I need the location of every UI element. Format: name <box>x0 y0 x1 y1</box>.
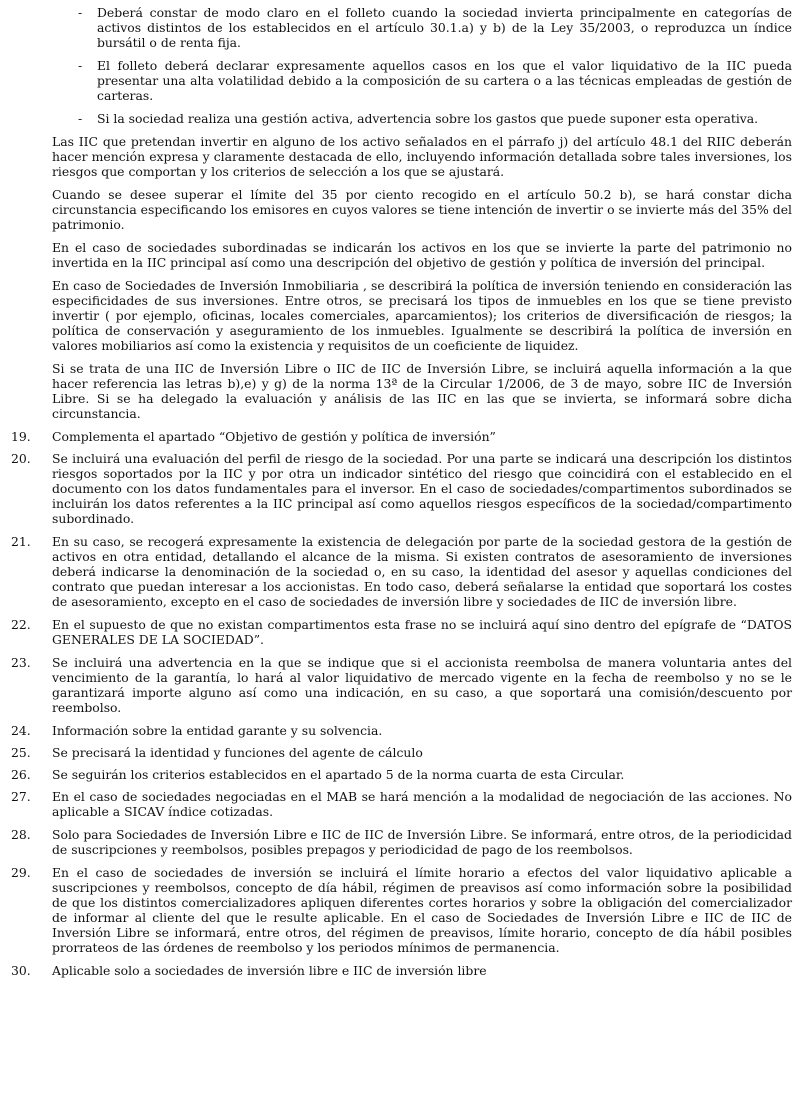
footnote-item <box>11 865 792 955</box>
paragraph: Las IIC que pretendan invertir en alguno de los activo señalados en el párrafo j) del artículo 48.1 del RIIC deberán hacer mención expresa y claramente destacada de ello, incluyendo información detallada sobre tales inversiones, los riesgos que comportan y los criterios de selección a los que se ajustará. <box>52 134 792 179</box>
bullet-item <box>11 58 792 103</box>
footnote-text: En el supuesto de que no existan compartimentos esta frase no se incluirá aquí sino dentro del epígrafe de “DATOS GENERALES DE LA SOCIEDAD”. <box>52 617 792 647</box>
footnote-text: Se incluirá una evaluación del perfil de riesgo de la sociedad. Por una parte se indicará una descripción los distintos riesgos soportados por la IIC y por otra un indicador sintético del riesgo que coincidirá con el establecido en el documento con los datos fundamentales para el inversor. En el caso de sociedades/compartimentos subordinados se incluirán los datos referentes a la IIC principal así como aquellos riesgos específicos de la sociedad/compartimento subordinado. <box>52 451 792 526</box>
footnote-number: 22. <box>11 617 31 632</box>
paragraph: En caso de Sociedades de Inversión Inmobiliaria , se describirá la política de inversión teniendo en consideración las especificidades de sus inversiones. Entre otros, se precisará los tipos de inmuebles en los que se tiene previsto invertir ( por ejemplo, oficinas, locales comerciales, aparcamientos); los criterios de diversificación de riesgos; la política de conservación y aseguramiento de los inmuebles. Igualmente se describirá la política de inversión en valores mobiliarios así como la existencia y requisitos de un coeficiente de liquidez. <box>52 278 792 353</box>
footnote-number: 20. <box>11 451 31 466</box>
footnote-item <box>11 827 792 857</box>
footnote-number: 23. <box>11 655 31 670</box>
bullet-marker: - <box>78 5 83 20</box>
footnote-number: 21. <box>11 534 31 549</box>
footnote-text: Se precisará la identidad y funciones del agente de cálculo <box>52 745 423 760</box>
footnote-number: 25. <box>11 745 31 760</box>
footnote-text: Aplicable solo a sociedades de inversión libre e IIC de inversión libre <box>52 963 487 978</box>
footnote-item <box>11 617 792 647</box>
bullet-text: El folleto deberá declarar expresamente aquellos casos en los que el valor liquidativo de la IIC pueda presentar una alta volatilidad debido a la composición de su cartera o a las técnicas empleadas de gestión de carteras. <box>97 58 792 103</box>
bullet-text: Si la sociedad realiza una gestión activa, advertencia sobre los gastos que puede suponer esta operativa. <box>97 111 759 126</box>
footnote-item <box>11 655 792 715</box>
footnote-item <box>11 534 792 609</box>
footnote-item <box>11 451 792 526</box>
bullet-item <box>11 111 792 126</box>
footnote-item <box>11 963 792 978</box>
footnote-text: En el caso de sociedades negociadas en el MAB se hará mención a la modalidad de negociación de las acciones. No aplicable a SICAV índice cotizadas. <box>52 789 792 819</box>
footnote-text: Se seguirán los criterios establecidos en el apartado 5 de la norma cuarta de esta Circular. <box>52 767 625 782</box>
footnote-number: 28. <box>11 827 31 842</box>
footnote-text: Complementa el apartado “Objetivo de gestión y política de inversión” <box>52 429 496 444</box>
footnote-text: Solo para Sociedades de Inversión Libre e IIC de IIC de Inversión Libre. Se informará, entre otros, de la periodicidad de suscripciones y reembolsos, posibles prepagos y periodicidad de pago de los reembolsos. <box>52 827 792 857</box>
footnote-item <box>11 723 792 738</box>
footnote-text: Se incluirá una advertencia en la que se indique que si el accionista reembolsa de manera voluntaria antes del vencimiento de la garantía, lo hará al valor liquidativo de mercado vigente en la fecha de reembolso y no se le garantizará importe alguno así como una indicación, en su caso, a que soportará una comisión/descuento por reembolso. <box>52 655 792 715</box>
footnote-number: 26. <box>11 767 31 782</box>
footnote-text: En el caso de sociedades de inversión se incluirá el límite horario a efectos del valor liquidativo aplicable a suscripciones y reembolsos, concepto de día hábil, régimen de preavisos así como información sobre la posibilidad de que los distintos comercializadores apliquen diferentes cortes horarios y sobre la obligación del comercializador de informar al cliente del que le resulte aplicable. En el caso de Sociedades de Inversión Libre e IIC de IIC de Inversión Libre se informará, entre otros, del régimen de preavisos, límite horario, concepto de día hábil posibles prorrateos de las órdenes de reembolso y los periodos mínimos de permanencia. <box>52 865 792 955</box>
bullet-item <box>11 5 792 50</box>
footnote-item <box>11 745 792 760</box>
footnote-number: 24. <box>11 723 31 738</box>
footnote-number: 19. <box>11 429 31 444</box>
paragraph: En el caso de sociedades subordinadas se indicarán los activos en los que se invierte la parte del patrimonio no invertida en la IIC principal así como una descripción del objetivo de gestión y política de inversión del principal. <box>52 240 792 270</box>
footnote-text: En su caso, se recogerá expresamente la existencia de delegación por parte de la sociedad gestora de la gestión de activos en otra entidad, detallando el alcance de la misma. Si existen contratos de asesoramiento de inversiones deberá indicarse la denominación de la sociedad o, en su caso, la identidad del asesor y aquellas condiciones del contrato que puedan interesar a los accionistas. En todo caso, deberá señalarse la entidad que soportará los costes de asesoramiento, excepto en el caso de sociedades de inversión libre y sociedades de IIC de inversión libre. <box>52 534 792 609</box>
bullet-list <box>11 5 792 126</box>
footnote-item <box>11 429 792 444</box>
paragraph: Si se trata de una IIC de Inversión Libre o IIC de IIC de Inversión Libre, se incluirá aquella información a la que hacer referencia las letras b),e) y g) de la norma 13ª de la Circular 1/2006, de 3 de mayo, sobre IIC de Inversión Libre. Si se ha delegado la evaluación y análisis de las IIC en las que se invierta, se informará sobre dicha circunstancia. <box>52 361 792 421</box>
footnote-number: 27. <box>11 789 31 804</box>
bullet-marker: - <box>78 58 83 73</box>
footnote-item <box>11 767 792 782</box>
bullet-text: Deberá constar de modo claro en el folleto cuando la sociedad invierta principalmente en categorías de activos distintos de los establecidos en el artículo 30.1.a) y b) de la Ley 35/2003, o reproduzca un índice bursátil o de renta fija. <box>97 5 792 50</box>
paragraph: Cuando se desee superar el límite del 35 por ciento recogido en el artículo 50.2 b), se hará constar dicha circunstancia especificando los emisores en cuyos valores se tiene intención de invertir o se invierte más del 35% del patrimonio. <box>52 187 792 232</box>
footnote-text: Información sobre la entidad garante y su solvencia. <box>52 723 383 738</box>
footnote-number: 30. <box>11 963 31 978</box>
footnote-number: 29. <box>11 865 31 880</box>
footnote-item <box>11 789 792 819</box>
bullet-marker: - <box>78 111 83 126</box>
